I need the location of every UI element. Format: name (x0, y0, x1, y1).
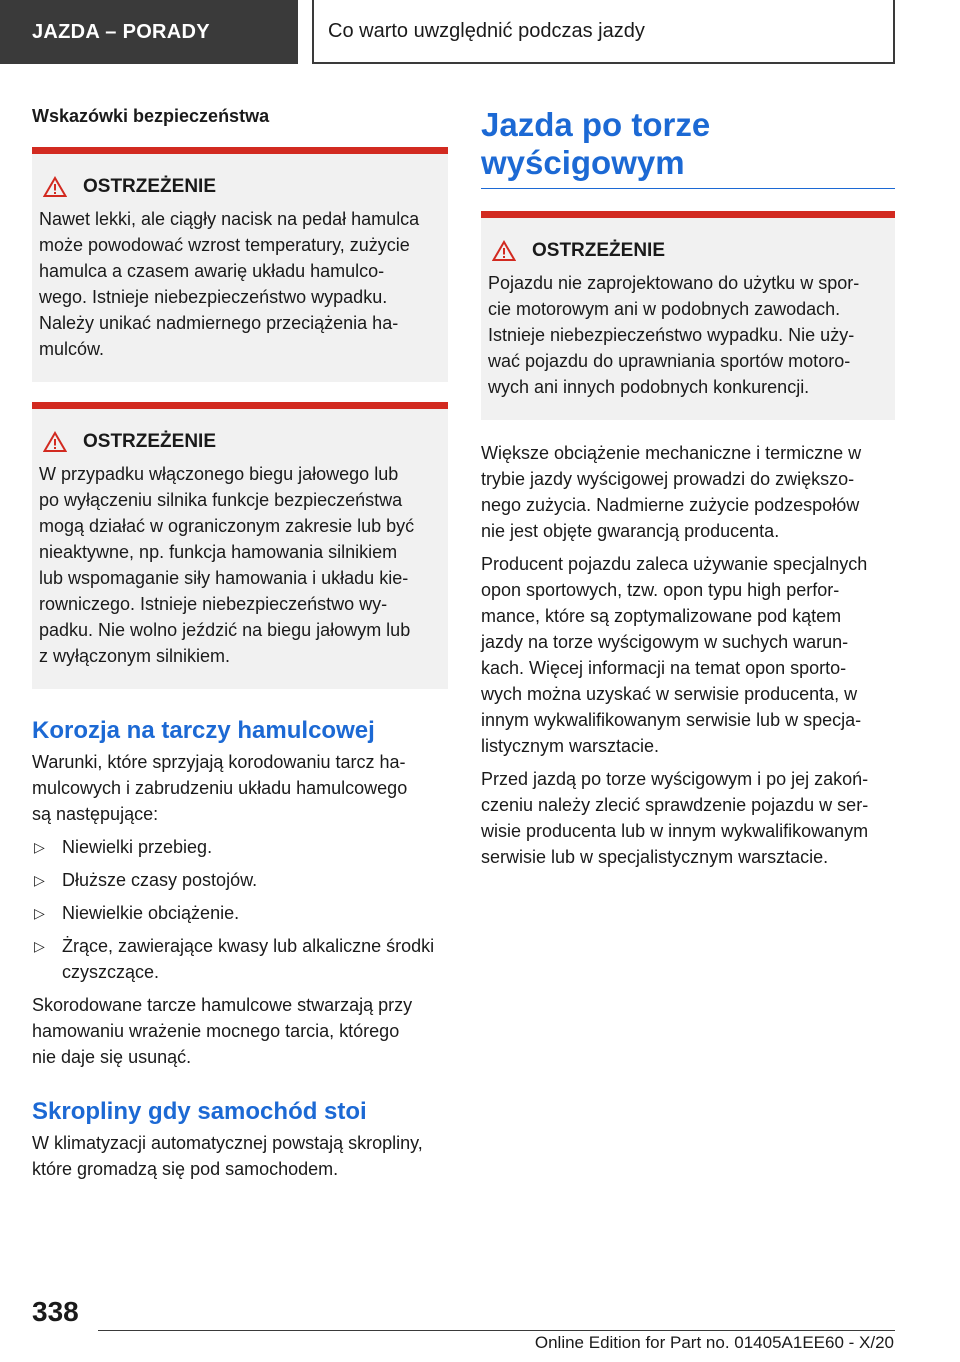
section-title: JAZDA – PORADY (32, 20, 210, 43)
text-line: padku. Nie wolno jeździć na biegu jałowym lub (39, 620, 411, 640)
brake-corrosion-heading: Korozja na tarczy hamulcowej (32, 717, 375, 744)
text-line: Warunki, które sprzyjają korodowaniu tarcz ha- (32, 752, 406, 772)
text-line: są następujące: (32, 804, 159, 824)
warning-text (488, 270, 885, 400)
list-item (32, 900, 448, 926)
warning-triangle-icon (43, 176, 67, 198)
text-line: czeniu należy zlecić sprawdzenie pojazdu w ser- (481, 795, 869, 815)
text-line: nieaktywne, np. funkcja hamowania silnikiem (39, 542, 398, 562)
triangle-bullet-icon: ▷ (34, 872, 45, 888)
condensation-text (32, 1130, 448, 1182)
list-item (32, 834, 448, 860)
warning-box-motorsport (481, 211, 895, 420)
list-item (32, 867, 448, 893)
text-line: czyszczące. (62, 962, 160, 982)
text-line: Dłuższe czasy postojów. (62, 870, 258, 890)
text-line: Istnieje niebezpieczeństwo wypadku. Nie uży- (488, 325, 855, 345)
text-line: które gromadzą się pod samochodem. (32, 1159, 339, 1179)
text-line: nie daje się usunąć. (32, 1047, 192, 1067)
title-line: Jazda po torze (481, 106, 711, 143)
text-line: Pojazdu nie zaprojektowano do użytku w spor- (488, 273, 860, 293)
warning-triangle-icon (43, 431, 67, 453)
text-line: Producent pojazdu zaleca używanie specjalnych (481, 554, 868, 574)
text-line: lub wspomaganie siły hamowania i układu kie- (39, 568, 409, 588)
brake-corrosion-outro (32, 992, 448, 1070)
triangle-bullet-icon: ▷ (34, 839, 45, 855)
text-line: Nawet lekki, ale ciągły nacisk na pedał hamulca (39, 209, 420, 229)
text-line: Żrące, zawierające kwasy lub alkaliczne środki (62, 936, 435, 956)
text-line: wać pojazdu do uprawniania sportów motoro- (488, 351, 851, 371)
left-column (32, 100, 448, 1189)
condensation-heading: Skropliny gdy samochód stoi (32, 1098, 367, 1125)
text-line: cie motorowym ani w podobnych zawodach. (488, 299, 841, 319)
warning-text (39, 461, 438, 669)
text-line: z wyłączonym silnikiem. (39, 646, 231, 666)
warning-triangle-icon (492, 240, 516, 262)
page-number: 338 (32, 1296, 79, 1327)
text-line: mogą działać w ograniczonym zakresie lub być (39, 516, 415, 536)
text-line: listycznym warsztacie. (481, 736, 660, 756)
text-line: wego. Istnieje niebezpieczeństwo wypadku. (39, 287, 388, 307)
corrosion-conditions-list (32, 834, 448, 985)
footer-divider (98, 1330, 895, 1331)
text-line: Należy unikać nadmiernego przeciążenia ha- (39, 313, 399, 333)
warning-box-brake-pressure (32, 147, 448, 382)
text-line: W klimatyzacji automatycznej powstają skropliny, (32, 1133, 423, 1153)
text-line: innym wykwalifikowanym serwisie lub w specja- (481, 710, 862, 730)
text-line: mulcowych i zabrudzeniu układu hamulcowego (32, 778, 408, 798)
paragraph-wear (481, 440, 895, 544)
text-line: nego zużycia. Nadmierne zużycie podzespołów (481, 495, 860, 515)
warning-title: OSTRZEŻENIE (532, 240, 666, 261)
text-line: Niewielki przebieg. (62, 837, 213, 857)
text-line: hamowaniu wrażenie mocnego tarcia, którego (32, 1021, 400, 1041)
triangle-bullet-icon: ▷ (34, 905, 45, 921)
text-line: wych można uzyskać w serwisie producenta, w (481, 684, 858, 704)
warning-title: OSTRZEŻENIE (83, 176, 217, 197)
text-line: wych ani innych podobnych konkurencji. (488, 377, 810, 397)
paragraph-inspection (481, 766, 895, 870)
text-line: mance, które są zoptymalizowane pod kątem (481, 606, 842, 626)
paragraph-tyres (481, 551, 895, 759)
section-tab (0, 0, 298, 64)
list-item (32, 933, 448, 985)
text-line: Niewielkie obciążenie. (62, 903, 240, 923)
race-track-title (481, 106, 895, 189)
title-line: wyścigowym (481, 144, 685, 181)
text-line: Skorodowane tarcze hamulcowe stwarzają przy (32, 995, 413, 1015)
chapter-tab (312, 0, 895, 64)
text-line: W przypadku włączonego biegu jałowego lub (39, 464, 399, 484)
warning-text (39, 206, 438, 362)
text-line: Przed jazdą po torze wyścigowym i po jej zakoń- (481, 769, 869, 789)
triangle-bullet-icon: ▷ (34, 938, 45, 954)
text-line: opon sportowych, tzw. opon typu high perfor- (481, 580, 840, 600)
warning-title: OSTRZEŻENIE (83, 431, 217, 452)
text-line: mulców. (39, 339, 105, 359)
text-line: Większe obciążenie mechaniczne i termiczne w (481, 443, 862, 463)
chapter-title: Co warto uwzględnić podczas jazdy (328, 19, 645, 42)
edition-note: Online Edition for Part no. 01405A1EE60 - X/20 (534, 1333, 894, 1352)
text-line: wisie producenta lub w innym wykwalifikowanym (481, 821, 869, 841)
text-line: może powodować wzrost temperatury, zużycie (39, 235, 410, 255)
text-line: hamulca a czasem awarię układu hamulco- (39, 261, 385, 281)
text-line: serwisie lub w specjalistycznym warsztacie. (481, 847, 829, 867)
text-line: kach. Więcej informacji na temat opon sporto- (481, 658, 847, 678)
text-line: jazdy na torze wyścigowym w suchych warun- (481, 632, 849, 652)
text-line: po wyłączeniu silnika funkcje bezpieczeństwa (39, 490, 403, 510)
text-line: nie jest objęte gwarancją producenta. (481, 521, 780, 541)
brake-corrosion-intro (32, 749, 448, 827)
text-line: rowniczego. Istnieje niebezpieczeństwo wy- (39, 594, 388, 614)
warning-box-neutral-gear (32, 402, 448, 689)
safety-tips-heading: Wskazówki bezpieczeństwa (32, 106, 270, 126)
right-column (481, 100, 895, 877)
text-line: trybie jazdy wyścigowej prowadzi do zwiększo- (481, 469, 855, 489)
